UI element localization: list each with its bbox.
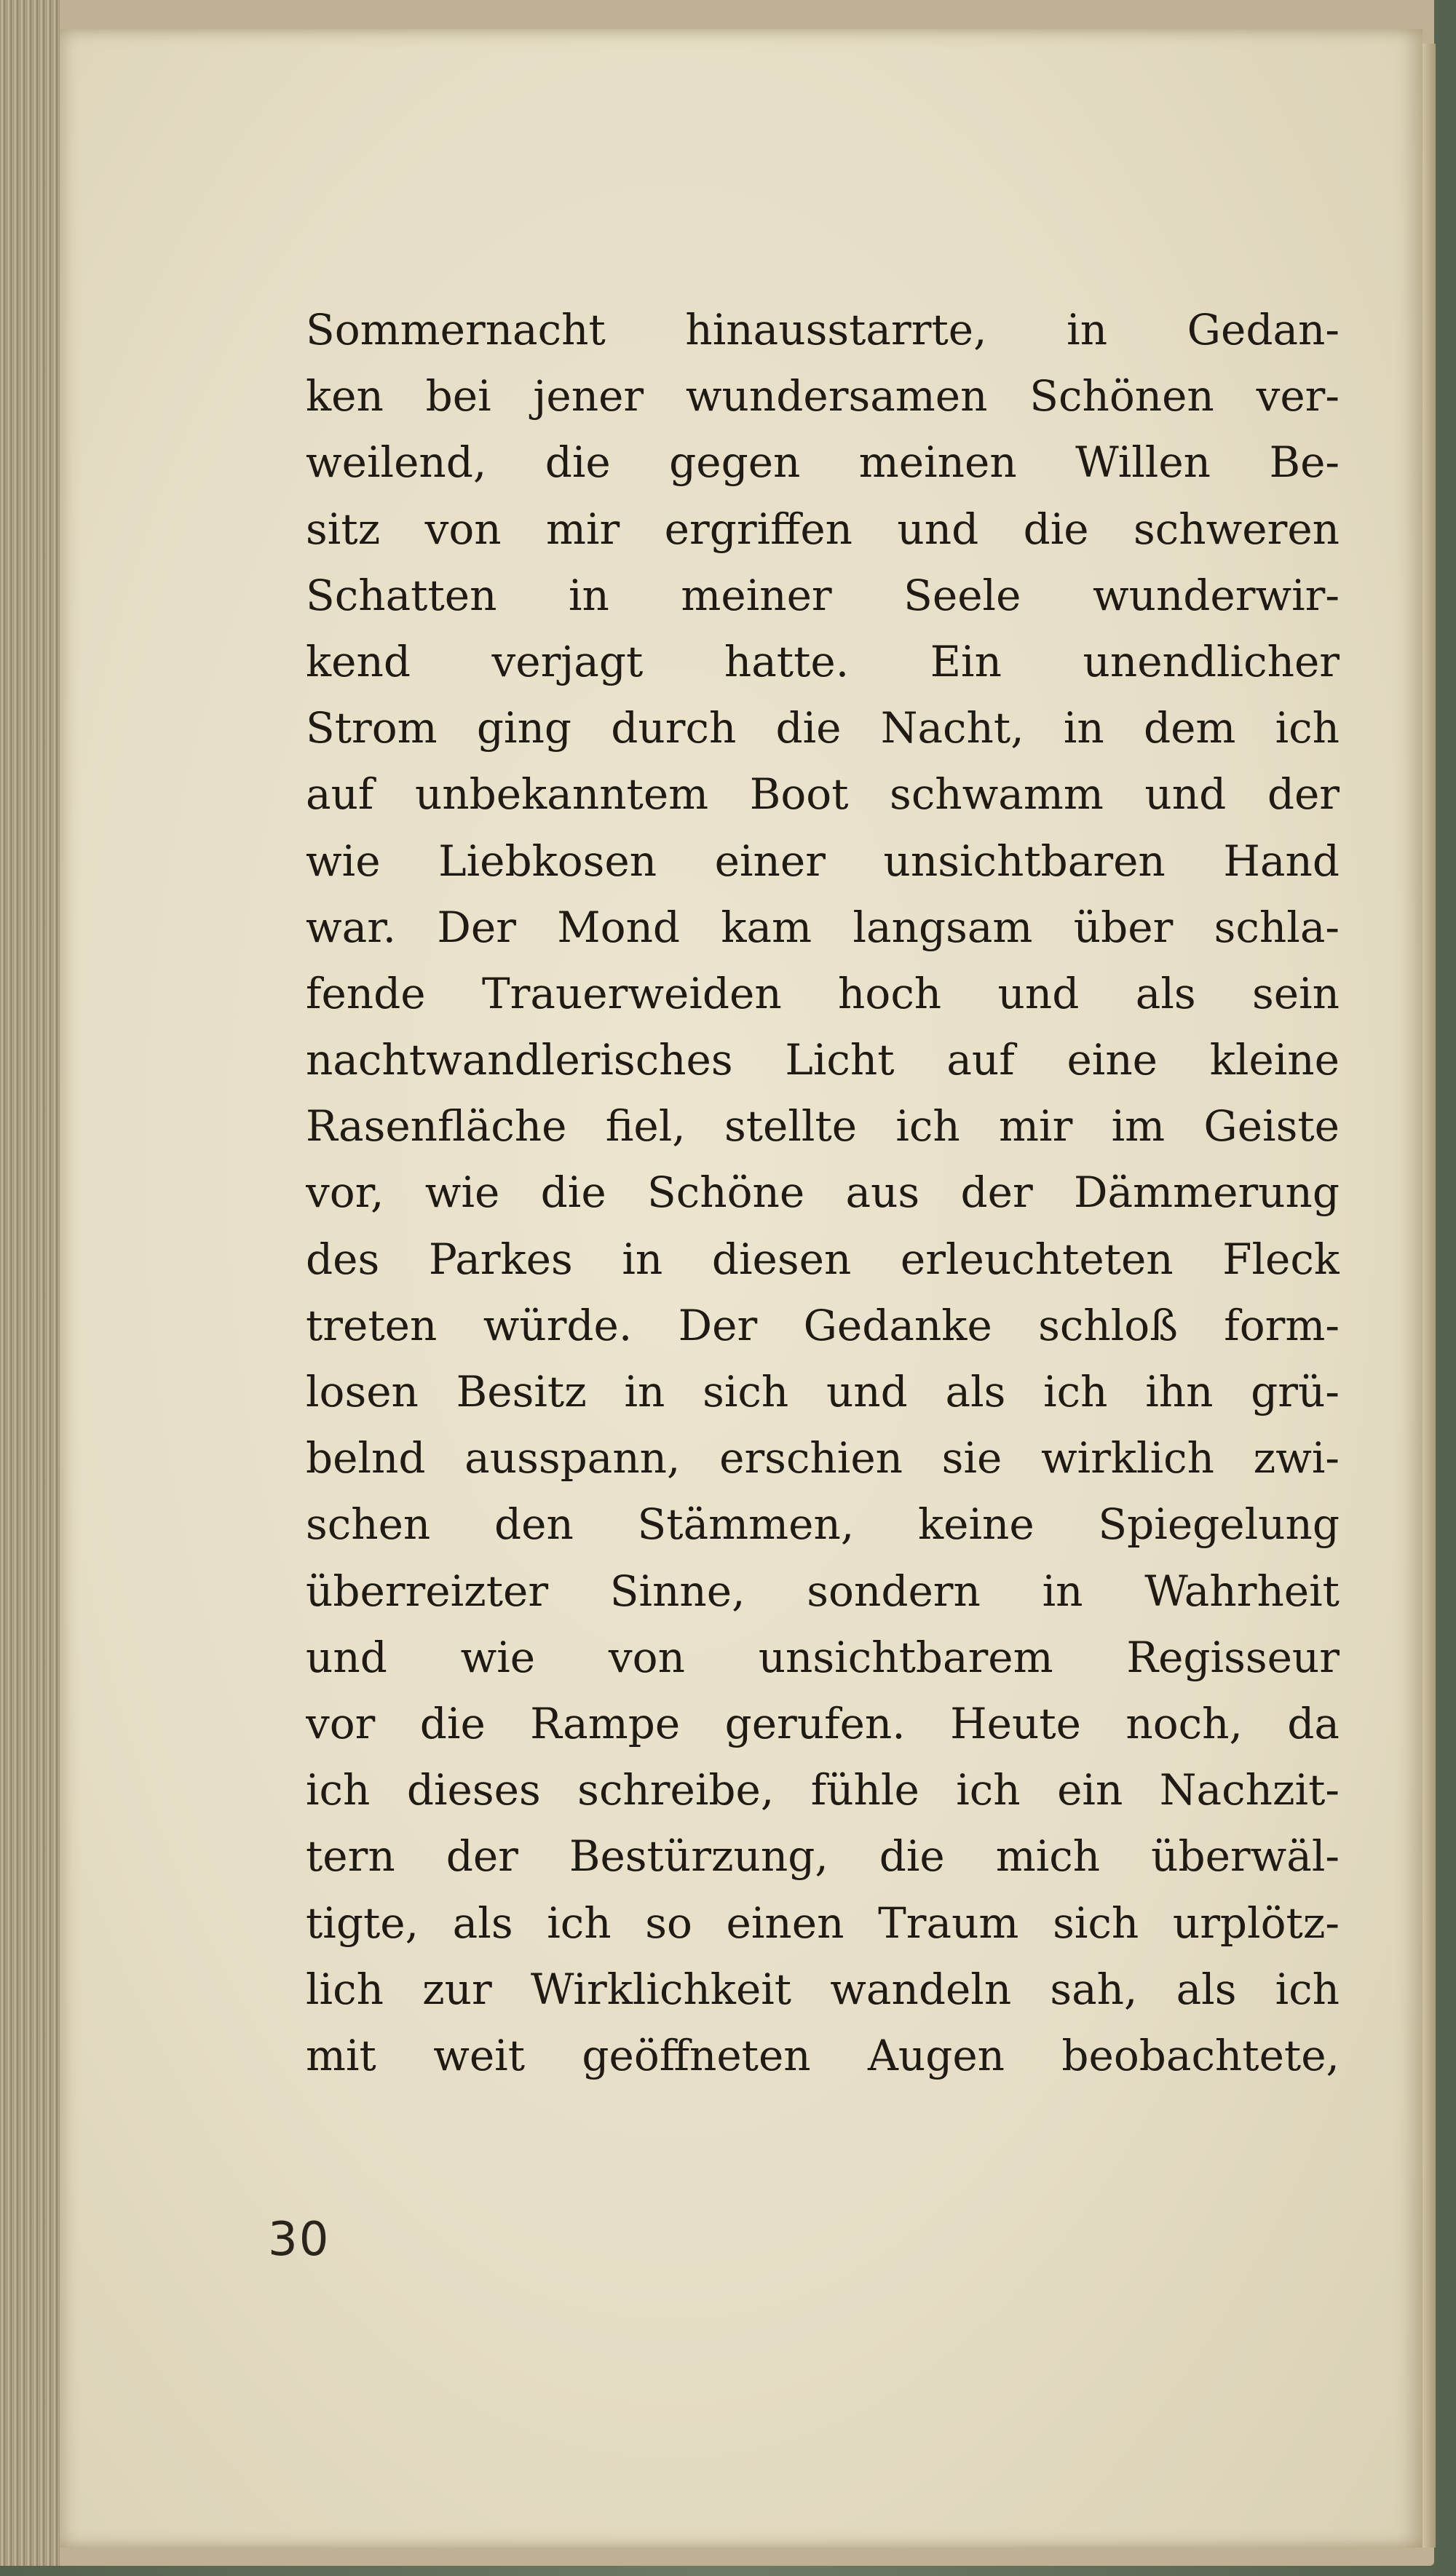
text-line: Rasenfläche fiel, stellte ich mir im Geiste <box>306 1101 1340 1152</box>
text-line: und wie von unsichtbarem Regisseur <box>306 1632 1340 1682</box>
text-line: vor die Rampe gerufen. Heute noch, da <box>306 1698 1340 1748</box>
text-line: war. Der Mond kam langsam über schla- <box>306 902 1340 952</box>
text-line: treten würde. Der Gedanke schloß form- <box>306 1300 1340 1350</box>
text-line: ich dieses schreibe, fühle ich ein Nachzit- <box>306 1765 1340 1815</box>
text-line: des Parkes in diesen erleuchteten Fleck <box>306 1234 1340 1284</box>
book-gutter <box>0 0 60 2566</box>
text-line: Strom ging durch die Nacht, in dem ich <box>306 703 1340 753</box>
text-line: lich zur Wirklichkeit wandeln sah, als ich <box>306 1964 1340 2014</box>
text-line: ken bei jener wundersamen Schönen ver- <box>306 371 1340 421</box>
text-line: nachtwandlerisches Licht auf eine kleine <box>306 1035 1340 1085</box>
text-line: mit weit geöffneten Augen beobachtete, <box>306 2030 1340 2080</box>
text-line: tigte, als ich so einen Traum sich urplötz- <box>306 1898 1340 1948</box>
text-line: belnd ausspann, erschien sie wirklich zwi- <box>306 1433 1340 1483</box>
page-edge <box>1423 44 1436 2548</box>
text-line: Schatten in meiner Seele wunderwir- <box>306 570 1340 620</box>
text-line: sitz von mir ergriffen und die schweren <box>306 504 1340 554</box>
text-line: tern der Bestürzung, die mich überwäl- <box>306 1831 1340 1882</box>
text-line: kend verjagt hatte. Ein unendlicher <box>306 636 1340 686</box>
text-line: losen Besitz in sich und als ich ihn grü- <box>306 1367 1340 1416</box>
text-line: überreizter Sinne, sondern in Wahrheit <box>306 1566 1340 1616</box>
body-text <box>306 297 1340 2089</box>
text-line: Sommernacht hinausstarrte, in Gedan- <box>306 305 1340 354</box>
text-line: wie Liebkosen einer unsichtbaren Hand <box>306 836 1340 886</box>
page-number: 30 <box>268 2213 331 2267</box>
text-line: schen den Stämmen, keine Spiegelung <box>306 1499 1340 1550</box>
text-line: auf unbekanntem Boot schwamm und der <box>306 769 1340 820</box>
text-line: vor, wie die Schöne aus der Dämmerung <box>306 1168 1340 1218</box>
text-line: fende Trauerweiden hoch und als sein <box>306 968 1340 1018</box>
text-line: weilend, die gegen meinen Willen Be- <box>306 437 1340 488</box>
